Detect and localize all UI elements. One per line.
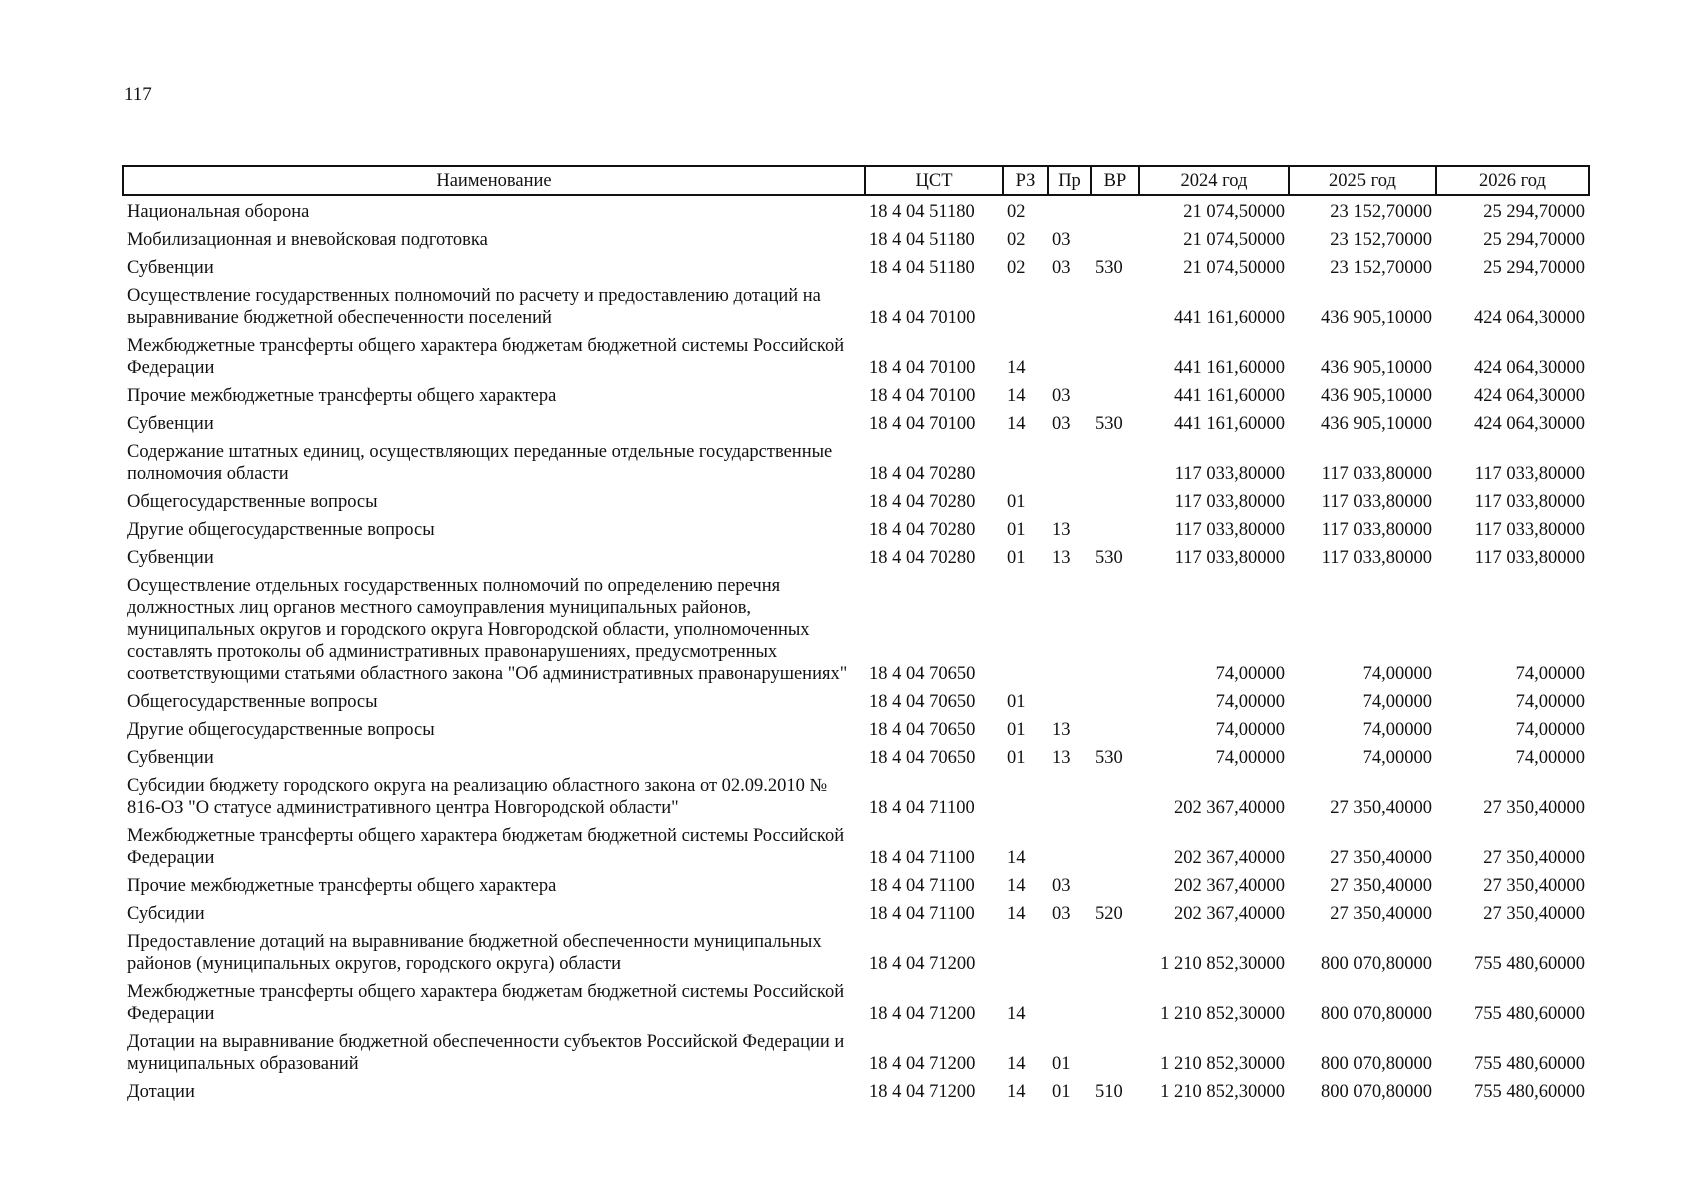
row-rz: 14 (1007, 386, 1026, 406)
table-header-row (123, 166, 1589, 195)
row-vr (1091, 1028, 1139, 1078)
row-2025-value: 800 070,80000 (1321, 1004, 1432, 1024)
row-name: Дотации (127, 1082, 195, 1102)
row-2025-value: 800 070,80000 (1321, 1054, 1432, 1074)
row-2025-value: 117 033,80000 (1321, 464, 1432, 484)
row-2024-value: 202 367,40000 (1174, 848, 1285, 868)
row-vr (1091, 716, 1139, 744)
row-2026-value: 25 294,70000 (1483, 230, 1585, 250)
row-cst: 18 4 04 70100 (869, 308, 976, 328)
row-2024-value: 74,00000 (1215, 720, 1285, 740)
table-row (123, 382, 1589, 410)
row-cst: 18 4 04 71100 (869, 904, 975, 924)
row-2026-value: 424 064,30000 (1474, 386, 1585, 406)
row-rz: 14 (1007, 848, 1026, 868)
row-name: Дотации на выравнивание бюджетной обеспеченности субъектов Российской Федерации и муниципальных образований (127, 1032, 845, 1074)
page-number: 117 (124, 84, 152, 105)
row-cst: 18 4 04 71200 (869, 1004, 976, 1024)
row-2024-value: 202 367,40000 (1174, 876, 1285, 896)
row-2026-value: 755 480,60000 (1474, 1004, 1585, 1024)
row-cst: 18 4 04 70650 (869, 664, 976, 684)
row-rz: 02 (1007, 258, 1026, 278)
row-2024-value: 1 210 852,30000 (1160, 1004, 1285, 1024)
row-2025-value: 23 152,70000 (1330, 202, 1432, 222)
row-2024-value: 117 033,80000 (1174, 548, 1285, 568)
row-vr (1091, 928, 1139, 978)
row-2026-value: 74,00000 (1515, 664, 1585, 684)
row-rz: 14 (1007, 414, 1026, 434)
row-cst: 18 4 04 71200 (869, 954, 976, 974)
table-body (123, 195, 1589, 1106)
row-vr (1091, 822, 1139, 872)
row-cst: 18 4 04 70650 (869, 748, 976, 768)
row-name: Субсидии (127, 904, 205, 924)
row-cst: 18 4 04 70100 (869, 386, 976, 406)
row-rz (1003, 772, 1048, 822)
row-2026-value: 74,00000 (1515, 692, 1585, 712)
row-cst: 18 4 04 70280 (869, 548, 976, 568)
row-2025-value: 27 350,40000 (1330, 876, 1432, 896)
row-name: Другие общегосударственные вопросы (127, 720, 435, 740)
row-cst: 18 4 04 51180 (869, 230, 975, 250)
row-2026-value: 755 480,60000 (1474, 1054, 1585, 1074)
row-pr: 13 (1052, 720, 1071, 740)
row-pr (1048, 438, 1091, 488)
row-rz: 14 (1007, 1004, 1026, 1024)
row-cst: 18 4 04 70650 (869, 692, 976, 712)
table-row (123, 978, 1589, 1028)
row-vr (1091, 438, 1139, 488)
table-row (123, 226, 1589, 254)
row-2026-value: 74,00000 (1515, 748, 1585, 768)
table-row (123, 572, 1589, 688)
row-2025-value: 436 905,10000 (1321, 386, 1432, 406)
row-name: Общегосударственные вопросы (127, 692, 378, 712)
row-2025-value: 436 905,10000 (1321, 414, 1432, 434)
row-2026-value: 74,00000 (1515, 720, 1585, 740)
row-name: Общегосударственные вопросы (127, 492, 378, 512)
header-2026: 2026 год (1436, 166, 1589, 195)
row-vr (1091, 872, 1139, 900)
row-pr: 13 (1052, 748, 1071, 768)
row-rz: 14 (1007, 1054, 1026, 1074)
row-2025-value: 436 905,10000 (1321, 358, 1432, 378)
row-pr: 03 (1052, 414, 1071, 434)
row-vr (1091, 226, 1139, 254)
row-cst: 18 4 04 70280 (869, 520, 976, 540)
row-vr: 520 (1095, 904, 1123, 924)
row-name: Осуществление государственных полномочий по расчету и предоставлению дотаций на выравнивание бюджетной обеспеченности поселений (127, 286, 821, 328)
row-2025-value: 23 152,70000 (1330, 230, 1432, 250)
header-vr: ВР (1091, 166, 1139, 195)
row-name: Субсидии бюджету городского округа на реализацию областного закона от 02.09.2010 № 816-ОЗ "О статусе административного центра Новгородской области" (127, 776, 828, 818)
row-pr (1048, 488, 1091, 516)
budget-table (122, 165, 1590, 1106)
row-rz: 01 (1007, 720, 1026, 740)
table-row (123, 900, 1589, 928)
row-vr: 530 (1095, 414, 1123, 434)
row-2026-value: 27 350,40000 (1483, 798, 1585, 818)
row-cst: 18 4 04 70100 (869, 358, 976, 378)
header-pr: Пр (1048, 166, 1091, 195)
table-row (123, 716, 1589, 744)
row-pr: 03 (1052, 386, 1071, 406)
table-row (123, 488, 1589, 516)
row-name: Содержание штатных единиц, осуществляющих переданные отдельные государственные полномочия области (127, 442, 833, 484)
table-row (123, 744, 1589, 772)
row-vr (1091, 282, 1139, 332)
row-vr (1091, 572, 1139, 688)
row-pr: 13 (1052, 548, 1071, 568)
row-2024-value: 117 033,80000 (1174, 464, 1285, 484)
table-row (123, 195, 1589, 226)
table-row (123, 544, 1589, 572)
row-2024-value: 1 210 852,30000 (1160, 1054, 1285, 1074)
table-row (123, 772, 1589, 822)
header-name: Наименование (123, 166, 865, 195)
row-2025-value: 23 152,70000 (1330, 258, 1432, 278)
table-row (123, 1028, 1589, 1078)
row-2024-value: 117 033,80000 (1174, 492, 1285, 512)
table-row (123, 872, 1589, 900)
row-2025-value: 117 033,80000 (1321, 548, 1432, 568)
row-2024-value: 74,00000 (1215, 664, 1285, 684)
row-2026-value: 27 350,40000 (1483, 876, 1585, 896)
header-cst: ЦСТ (865, 166, 1003, 195)
row-rz: 01 (1007, 692, 1026, 712)
row-2024-value: 1 210 852,30000 (1160, 1082, 1285, 1102)
row-vr (1091, 195, 1139, 226)
row-rz (1003, 572, 1048, 688)
row-name: Субвенции (127, 258, 214, 278)
row-vr (1091, 688, 1139, 716)
row-pr: 03 (1052, 876, 1071, 896)
table-row (123, 928, 1589, 978)
row-pr (1048, 978, 1091, 1028)
row-name: Другие общегосударственные вопросы (127, 520, 435, 540)
row-2026-value: 755 480,60000 (1474, 1082, 1585, 1102)
row-2026-value: 117 033,80000 (1474, 548, 1585, 568)
table-row (123, 516, 1589, 544)
row-vr: 530 (1095, 258, 1123, 278)
row-2024-value: 74,00000 (1215, 748, 1285, 768)
row-2024-value: 21 074,50000 (1183, 258, 1285, 278)
row-vr: 530 (1095, 748, 1123, 768)
row-name: Национальная оборона (127, 202, 310, 222)
row-2026-value: 117 033,80000 (1474, 520, 1585, 540)
row-rz: 01 (1007, 492, 1026, 512)
row-rz (1003, 282, 1048, 332)
row-pr: 01 (1052, 1054, 1071, 1074)
row-vr (1091, 332, 1139, 382)
row-2024-value: 441 161,60000 (1174, 358, 1285, 378)
row-2026-value: 117 033,80000 (1474, 492, 1585, 512)
row-cst: 18 4 04 70280 (869, 464, 976, 484)
table-row (123, 332, 1589, 382)
row-rz: 14 (1007, 904, 1026, 924)
row-2026-value: 424 064,30000 (1474, 414, 1585, 434)
row-rz: 01 (1007, 520, 1026, 540)
row-2024-value: 1 210 852,30000 (1160, 954, 1285, 974)
row-vr (1091, 488, 1139, 516)
row-2025-value: 117 033,80000 (1321, 492, 1432, 512)
row-cst: 18 4 04 71100 (869, 876, 975, 896)
row-pr (1048, 195, 1091, 226)
row-rz: 14 (1007, 876, 1026, 896)
row-name: Субвенции (127, 414, 214, 434)
row-name: Прочие межбюджетные трансферты общего характера (127, 876, 557, 896)
row-2025-value: 436 905,10000 (1321, 308, 1432, 328)
row-pr: 03 (1052, 904, 1071, 924)
row-cst: 18 4 04 71200 (869, 1082, 976, 1102)
row-cst: 18 4 04 70100 (869, 414, 976, 434)
table-row (123, 688, 1589, 716)
row-2024-value: 74,00000 (1215, 692, 1285, 712)
table-row (123, 822, 1589, 872)
row-name: Субвенции (127, 748, 214, 768)
row-pr: 03 (1052, 258, 1071, 278)
row-pr (1048, 572, 1091, 688)
row-name: Межбюджетные трансферты общего характера бюджетам бюджетной системы Российской Федерации (127, 982, 845, 1024)
row-2026-value: 424 064,30000 (1474, 358, 1585, 378)
row-2025-value: 800 070,80000 (1321, 1082, 1432, 1102)
table-row (123, 410, 1589, 438)
row-2024-value: 202 367,40000 (1174, 798, 1285, 818)
table-row (123, 282, 1589, 332)
row-vr (1091, 516, 1139, 544)
header-2024: 2024 год (1139, 166, 1289, 195)
row-cst: 18 4 04 70650 (869, 720, 976, 740)
row-rz: 02 (1007, 230, 1026, 250)
row-rz: 14 (1007, 1082, 1026, 1102)
row-pr (1048, 772, 1091, 822)
row-name: Осуществление отдельных государственных полномочий по определению перечня должностных лиц органов местного самоуправления муниципальных районов, муниципальных округов и городского округа Новгородской области, уполномоченных составлять протоколы об административных правонарушениях, предусмотренных соответствующими статьями областного закона "Об административных правонарушениях" (127, 576, 848, 684)
row-pr: 13 (1052, 520, 1071, 540)
row-2024-value: 441 161,60000 (1174, 414, 1285, 434)
row-2026-value: 27 350,40000 (1483, 848, 1585, 868)
row-2026-value: 755 480,60000 (1474, 954, 1585, 974)
row-pr (1048, 688, 1091, 716)
row-vr (1091, 978, 1139, 1028)
row-name: Прочие межбюджетные трансферты общего характера (127, 386, 557, 406)
row-2025-value: 27 350,40000 (1330, 848, 1432, 868)
row-vr (1091, 772, 1139, 822)
row-rz: 01 (1007, 748, 1026, 768)
table-row (123, 254, 1589, 282)
row-pr: 01 (1052, 1082, 1071, 1102)
row-2024-value: 202 367,40000 (1174, 904, 1285, 924)
row-name: Субвенции (127, 548, 214, 568)
row-cst: 18 4 04 51180 (869, 202, 975, 222)
row-rz: 02 (1007, 202, 1026, 222)
row-pr (1048, 928, 1091, 978)
row-pr (1048, 822, 1091, 872)
row-2026-value: 424 064,30000 (1474, 308, 1585, 328)
row-name: Межбюджетные трансферты общего характера бюджетам бюджетной системы Российской Федерации (127, 336, 845, 378)
row-rz (1003, 438, 1048, 488)
row-2026-value: 117 033,80000 (1474, 464, 1585, 484)
row-cst: 18 4 04 71100 (869, 848, 975, 868)
row-2025-value: 74,00000 (1362, 748, 1432, 768)
row-name: Мобилизационная и вневойсковая подготовка (127, 230, 488, 250)
row-cst: 18 4 04 71100 (869, 798, 975, 818)
row-rz: 01 (1007, 548, 1026, 568)
row-2025-value: 27 350,40000 (1330, 798, 1432, 818)
row-vr (1091, 382, 1139, 410)
row-2025-value: 117 033,80000 (1321, 520, 1432, 540)
row-2024-value: 441 161,60000 (1174, 386, 1285, 406)
row-vr: 530 (1095, 548, 1123, 568)
row-name: Межбюджетные трансферты общего характера бюджетам бюджетной системы Российской Федерации (127, 826, 845, 868)
header-2025: 2025 год (1289, 166, 1436, 195)
row-2025-value: 27 350,40000 (1330, 904, 1432, 924)
row-pr: 03 (1052, 230, 1071, 250)
row-rz: 14 (1007, 358, 1026, 378)
row-2024-value: 21 074,50000 (1183, 202, 1285, 222)
row-name: Предоставление дотаций на выравнивание бюджетной обеспеченности муниципальных районов (муниципальных округов, городского округа) области (127, 932, 822, 974)
row-cst: 18 4 04 70280 (869, 492, 976, 512)
row-cst: 18 4 04 71200 (869, 1054, 976, 1074)
row-2024-value: 21 074,50000 (1183, 230, 1285, 250)
header-rz: РЗ (1003, 166, 1048, 195)
row-2025-value: 800 070,80000 (1321, 954, 1432, 974)
row-2026-value: 25 294,70000 (1483, 258, 1585, 278)
row-2025-value: 74,00000 (1362, 664, 1432, 684)
row-2025-value: 74,00000 (1362, 720, 1432, 740)
row-2026-value: 25 294,70000 (1483, 202, 1585, 222)
row-pr (1048, 282, 1091, 332)
row-2025-value: 74,00000 (1362, 692, 1432, 712)
row-2024-value: 441 161,60000 (1174, 308, 1285, 328)
row-2026-value: 27 350,40000 (1483, 904, 1585, 924)
row-vr: 510 (1095, 1082, 1123, 1102)
table-row (123, 1078, 1589, 1106)
row-pr (1048, 332, 1091, 382)
row-rz (1003, 928, 1048, 978)
row-2024-value: 117 033,80000 (1174, 520, 1285, 540)
table-row (123, 438, 1589, 488)
row-cst: 18 4 04 51180 (869, 258, 975, 278)
